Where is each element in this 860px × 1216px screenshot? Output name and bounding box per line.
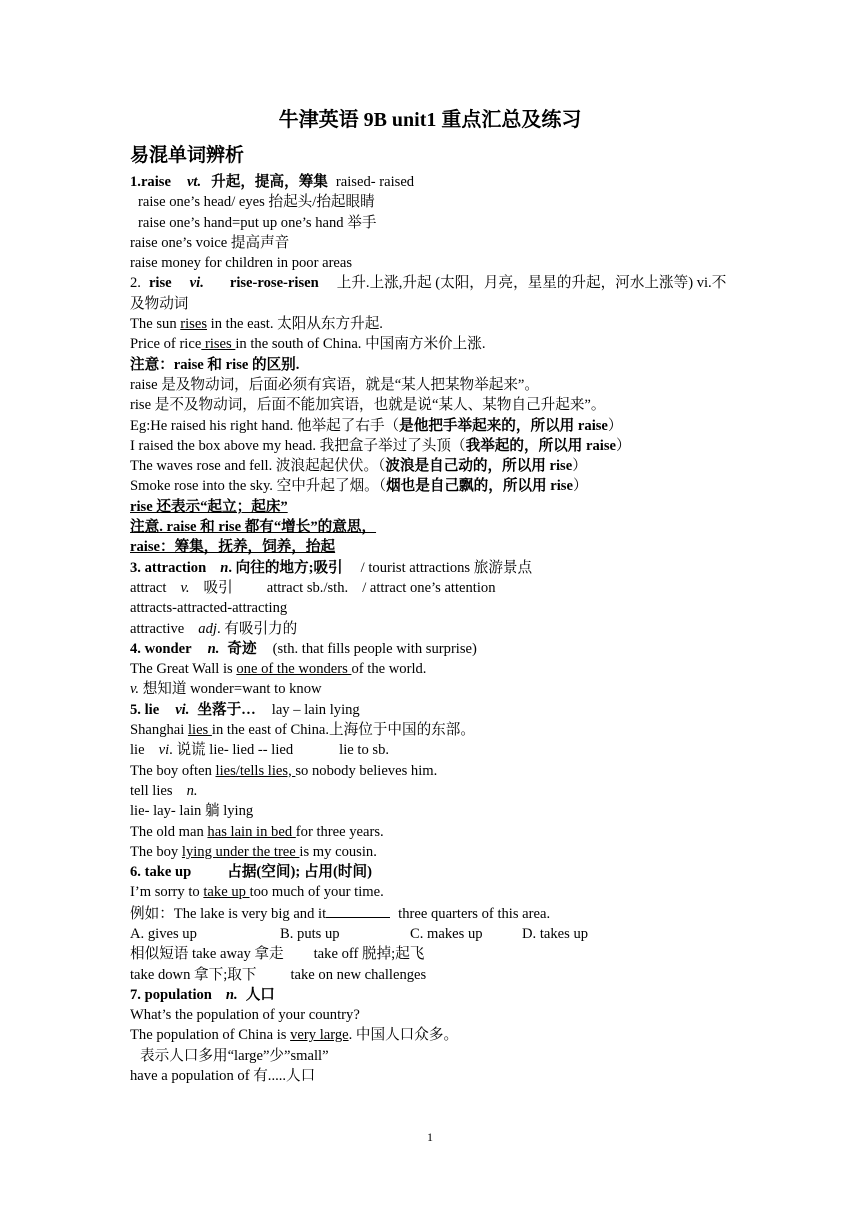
term: lie [130,742,145,759]
text-line: lie- lay- lain 躺 lying [130,803,254,820]
term: attract [130,579,167,596]
page-number: 1 [427,1130,433,1144]
meaning: 占据(空间); 占用(时间) [227,864,372,881]
term: 7. population [130,986,212,1003]
text: 例如：The lake is very big and it [130,905,327,922]
text: The Great Wall is [130,661,237,678]
term: 4. wonder [130,640,192,657]
example-line [130,659,740,679]
text-line [130,578,740,598]
text: take down 拿下;取下 [130,966,257,983]
meaning: 升起，提高，筹集 [211,174,328,190]
meaning: . 向往的地方;吸引 [228,559,343,576]
text-line [130,740,740,760]
bold-note: 波浪是自己动的，所以用 rise [385,458,573,475]
text: Price of rice [130,336,202,353]
option-c: C. makes up [410,925,483,942]
underlined: rises [180,316,208,333]
example-line [130,761,740,781]
forms: rise-rose-risen [229,275,319,292]
text: attract sb./sth. [266,579,349,596]
text-line: raise one’s hand=put up one’s hand 举手 [138,214,377,231]
example-line [130,334,740,354]
meaning: 上升.上涨,升起 (太阳，月亮，星星的升起，河水上涨等) vi.不及物动词 [130,275,727,312]
text: The old man [130,823,208,840]
example-line [130,476,740,496]
entry-population-header [130,985,740,1005]
text: / attract one’s attention [362,579,496,596]
underlined: lying under the tree [181,843,300,860]
text-line [130,619,740,639]
pos: vi. [175,701,190,718]
underlined: rise 还表示“起立；起床” [130,498,288,515]
text-line: attracts-attracted-attracting [130,600,288,617]
example-line [130,416,740,436]
underlined: take up [203,884,250,901]
text: 想知道 wonder=want to know [139,681,322,698]
pos: n. [186,782,198,799]
note-line [130,517,740,537]
text: ） [572,478,588,495]
option-d: D. takes up [522,925,589,942]
meaning: . 有吸引力的 [216,620,298,637]
example-line [130,822,740,842]
text: so nobody believes him. [295,762,438,779]
pos: v. [130,681,140,698]
text: Smoke rose into the sky. 空中升起了烟。（ [130,478,387,495]
term: rise [148,275,172,292]
term: attractive [130,620,185,637]
text: / tourist attractions 旅游景点 [360,559,533,576]
underlined: one of the wonders [236,661,352,678]
text-line: raise money for children in poor areas [130,255,353,272]
exercise-options [130,924,740,944]
pos: vi. [189,275,204,292]
text: take on new challenges [290,966,427,983]
example-line [130,882,740,902]
text-line: raise one’s voice 提高声音 [130,234,290,251]
entry-take-up-header [130,862,740,882]
pos: n. [225,986,238,1003]
forms: lay – lain lying [271,701,360,718]
example-line [130,720,740,740]
text-line: rise 是不及物动词，后面不能加宾语，也就是说“某人、某物自己升起来”。 [130,397,606,414]
text: The boy often [130,762,216,779]
pos: v. [180,579,190,596]
content-lines [130,172,740,1086]
underlined: has lain in bed [207,823,296,840]
entry-rise-header [130,273,740,314]
forms: . 说谎 lie- lied -- lied [169,742,294,759]
text: ） [615,437,631,454]
entry-raise-header [130,172,740,192]
text: The boy [130,843,182,860]
forms: raised- raised [335,174,415,190]
bold-note: 烟也是自己飘的，所以用 rise [386,478,573,495]
text: too much of your time. [249,884,384,901]
underlined: lies/tells lies, [215,762,296,779]
example-line [130,436,740,456]
pos: n. [207,640,220,657]
example-line [130,1025,740,1045]
text: The sun [130,316,181,333]
underlined: very large [290,1027,349,1044]
text-line [130,944,740,964]
text: in the east of China.上海位于中国的东部。 [211,722,475,739]
text: (sth. that fills people with surprise) [272,640,477,657]
bold-note: 是他把手举起来的，所以用 raise [399,417,608,434]
example-line [130,842,740,862]
pos: n [220,559,229,576]
meaning: 坐落于… [197,701,256,718]
text: 相似短语 take away 拿走 [130,946,284,963]
option-a: A. gives up [130,925,197,942]
text: for three years. [295,823,384,840]
text: is my cousin. [299,843,377,860]
text: I raised the box above my head. 我把盒子举过了头顶（ [130,437,466,454]
underlined: 注意. raise 和 rise 都有“增长”的意思， [130,519,377,536]
term: 6. take up [130,864,192,881]
number: 2. [130,275,141,292]
exercise-question [130,903,740,924]
section-heading: 易混单词辨析 [130,145,245,166]
entry-attraction-header [130,558,740,578]
term: 5. lie [130,701,160,718]
underlined: lies [187,722,212,739]
underlined: rises [201,336,236,353]
text: in the south of China. 中国南方米价上涨. [235,336,486,353]
text-line: have a population of 有.....人口 [130,1068,316,1085]
text-line: 表示人口多用“large”少”small” [140,1047,329,1064]
pos: adj [198,620,217,637]
underlined: raise：筹集，抚养，饲养，抬起 [130,539,336,556]
example-line [130,314,740,334]
term: 1.raise [130,174,171,190]
term: tell lies [130,782,173,799]
option-b: B. puts up [280,925,340,942]
text-line: raise 是及物动词，后面必须有宾语，就是“某人把某物举起来”。 [130,376,539,393]
meaning: 奇迹 [227,640,257,657]
note-line [130,537,740,557]
text: . 中国人口众多。 [348,1027,459,1044]
text-line [130,679,740,699]
text: in the east. 太阳从东方升起. [207,316,383,333]
text: I’m sorry to [130,884,204,901]
text: Shanghai [130,722,188,739]
entry-lie-header [130,700,740,720]
note-heading: 注意：raise 和 rise 的区别. [130,356,300,373]
example-line [130,456,740,476]
text: ） [572,458,587,475]
term: 3. attraction [130,559,207,576]
text: The waves rose and fell. 波浪起起伏伏。（ [130,458,386,475]
text: ） [607,417,623,434]
text-line [130,781,740,801]
page-title: 牛津英语 9B unit1 重点汇总及练习 [278,109,582,131]
pos: vt. [186,174,202,190]
meaning: 人口 [245,986,275,1003]
meaning: 吸引 [203,579,233,596]
text: three quarters of this area. [398,905,551,922]
text: of the world. [351,661,427,678]
text-line: What’s the population of your country? [130,1007,360,1024]
bold-note: 我举起的，所以用 raise [465,437,616,454]
text: Eg:He raised his right hand. 他举起了右手（ [130,417,400,434]
answer-blank [326,903,390,918]
note-line [130,497,740,517]
pos: vi [158,742,170,759]
text-line: raise one’s head/ eyes 抬起头/抬起眼睛 [138,194,375,211]
entry-wonder-header [130,639,740,659]
text: lie to sb. [339,742,390,759]
text: The population of China is [130,1027,291,1044]
text-line [130,965,740,985]
text: take off 脱掉;起飞 [313,946,425,963]
